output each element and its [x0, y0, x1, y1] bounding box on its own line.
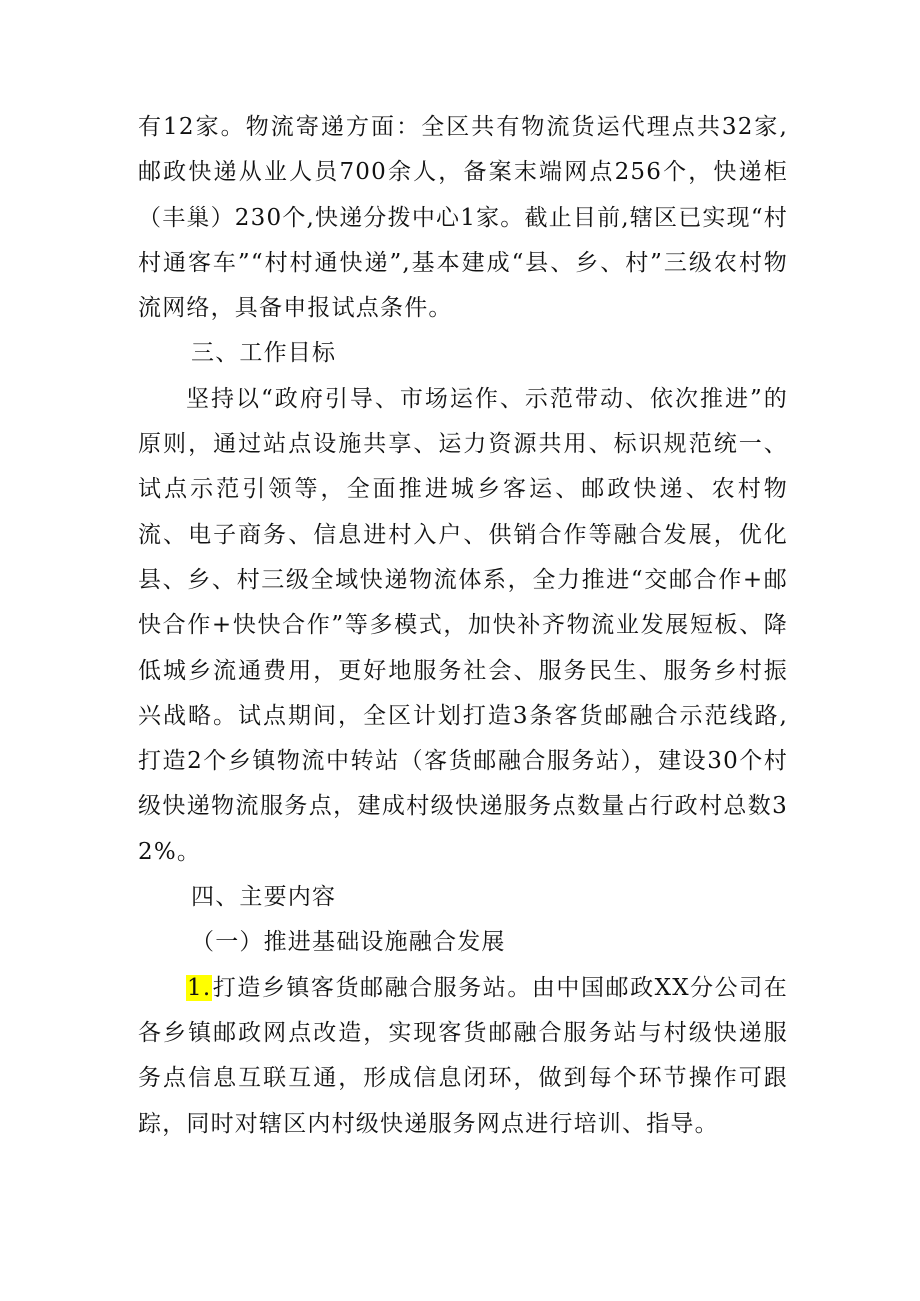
- item-1-paragraph: [138, 966, 788, 1147]
- subsection-heading-infrastructure: （一）推进基础设施融合发展: [191, 929, 506, 956]
- paragraph-intro: 有12家。物流寄递方面：全区共有物流货运代理点共32家,邮政快递从业人员700余人，备案末端网点256个，快递柜（丰巢）230个,快递分拨中心1家。截止目前,辖区已实现“村村通客车”“村村通快递”,基本建成“县、乡、村”三级农村物流网络，具备申报试点条件。: [138, 114, 788, 322]
- section-heading-goals: 三、工作目标: [191, 340, 337, 367]
- item-1-text: 打造乡镇客货邮融合服务站。由中国邮政XX分公司在各乡镇邮政网点改造，实现客货邮融合服务站与村级快递服务点信息互联互通，形成信息闭环，做到每个环节操作可跟踪，同时对辖区内村级快递服务网点进行培训、指导。: [138, 974, 788, 1137]
- paragraph-goals: 坚持以“政府引导、市场运作、示范带动、依次推进”的原则，通过站点设施共享、运力资源共用、标识规范统一、试点示范引领等，全面推进城乡客运、邮政快递、农村物流、电子商务、信息进村入户、供销合作等融合发展，优化县、乡、村三级全域快递物流体系，全力推进“交邮合作+邮快合作+快快合作”等多模式，加快补齐物流业发展短板、降低城乡流通费用，更好地服务社会、服务民生、服务乡村振兴战略。试点期间，全区计划打造3条客货邮融合示范线路,打造2个乡镇物流中转站（客货邮融合服务站），建设30个村级快递物流服务点，建成村级快递服务点数量占行政村总数32%。: [138, 385, 788, 865]
- section-heading-main-content: 四、主要内容: [191, 884, 337, 911]
- item-1-number-highlight: 1.: [187, 974, 212, 1001]
- document-page: [138, 105, 788, 1147]
